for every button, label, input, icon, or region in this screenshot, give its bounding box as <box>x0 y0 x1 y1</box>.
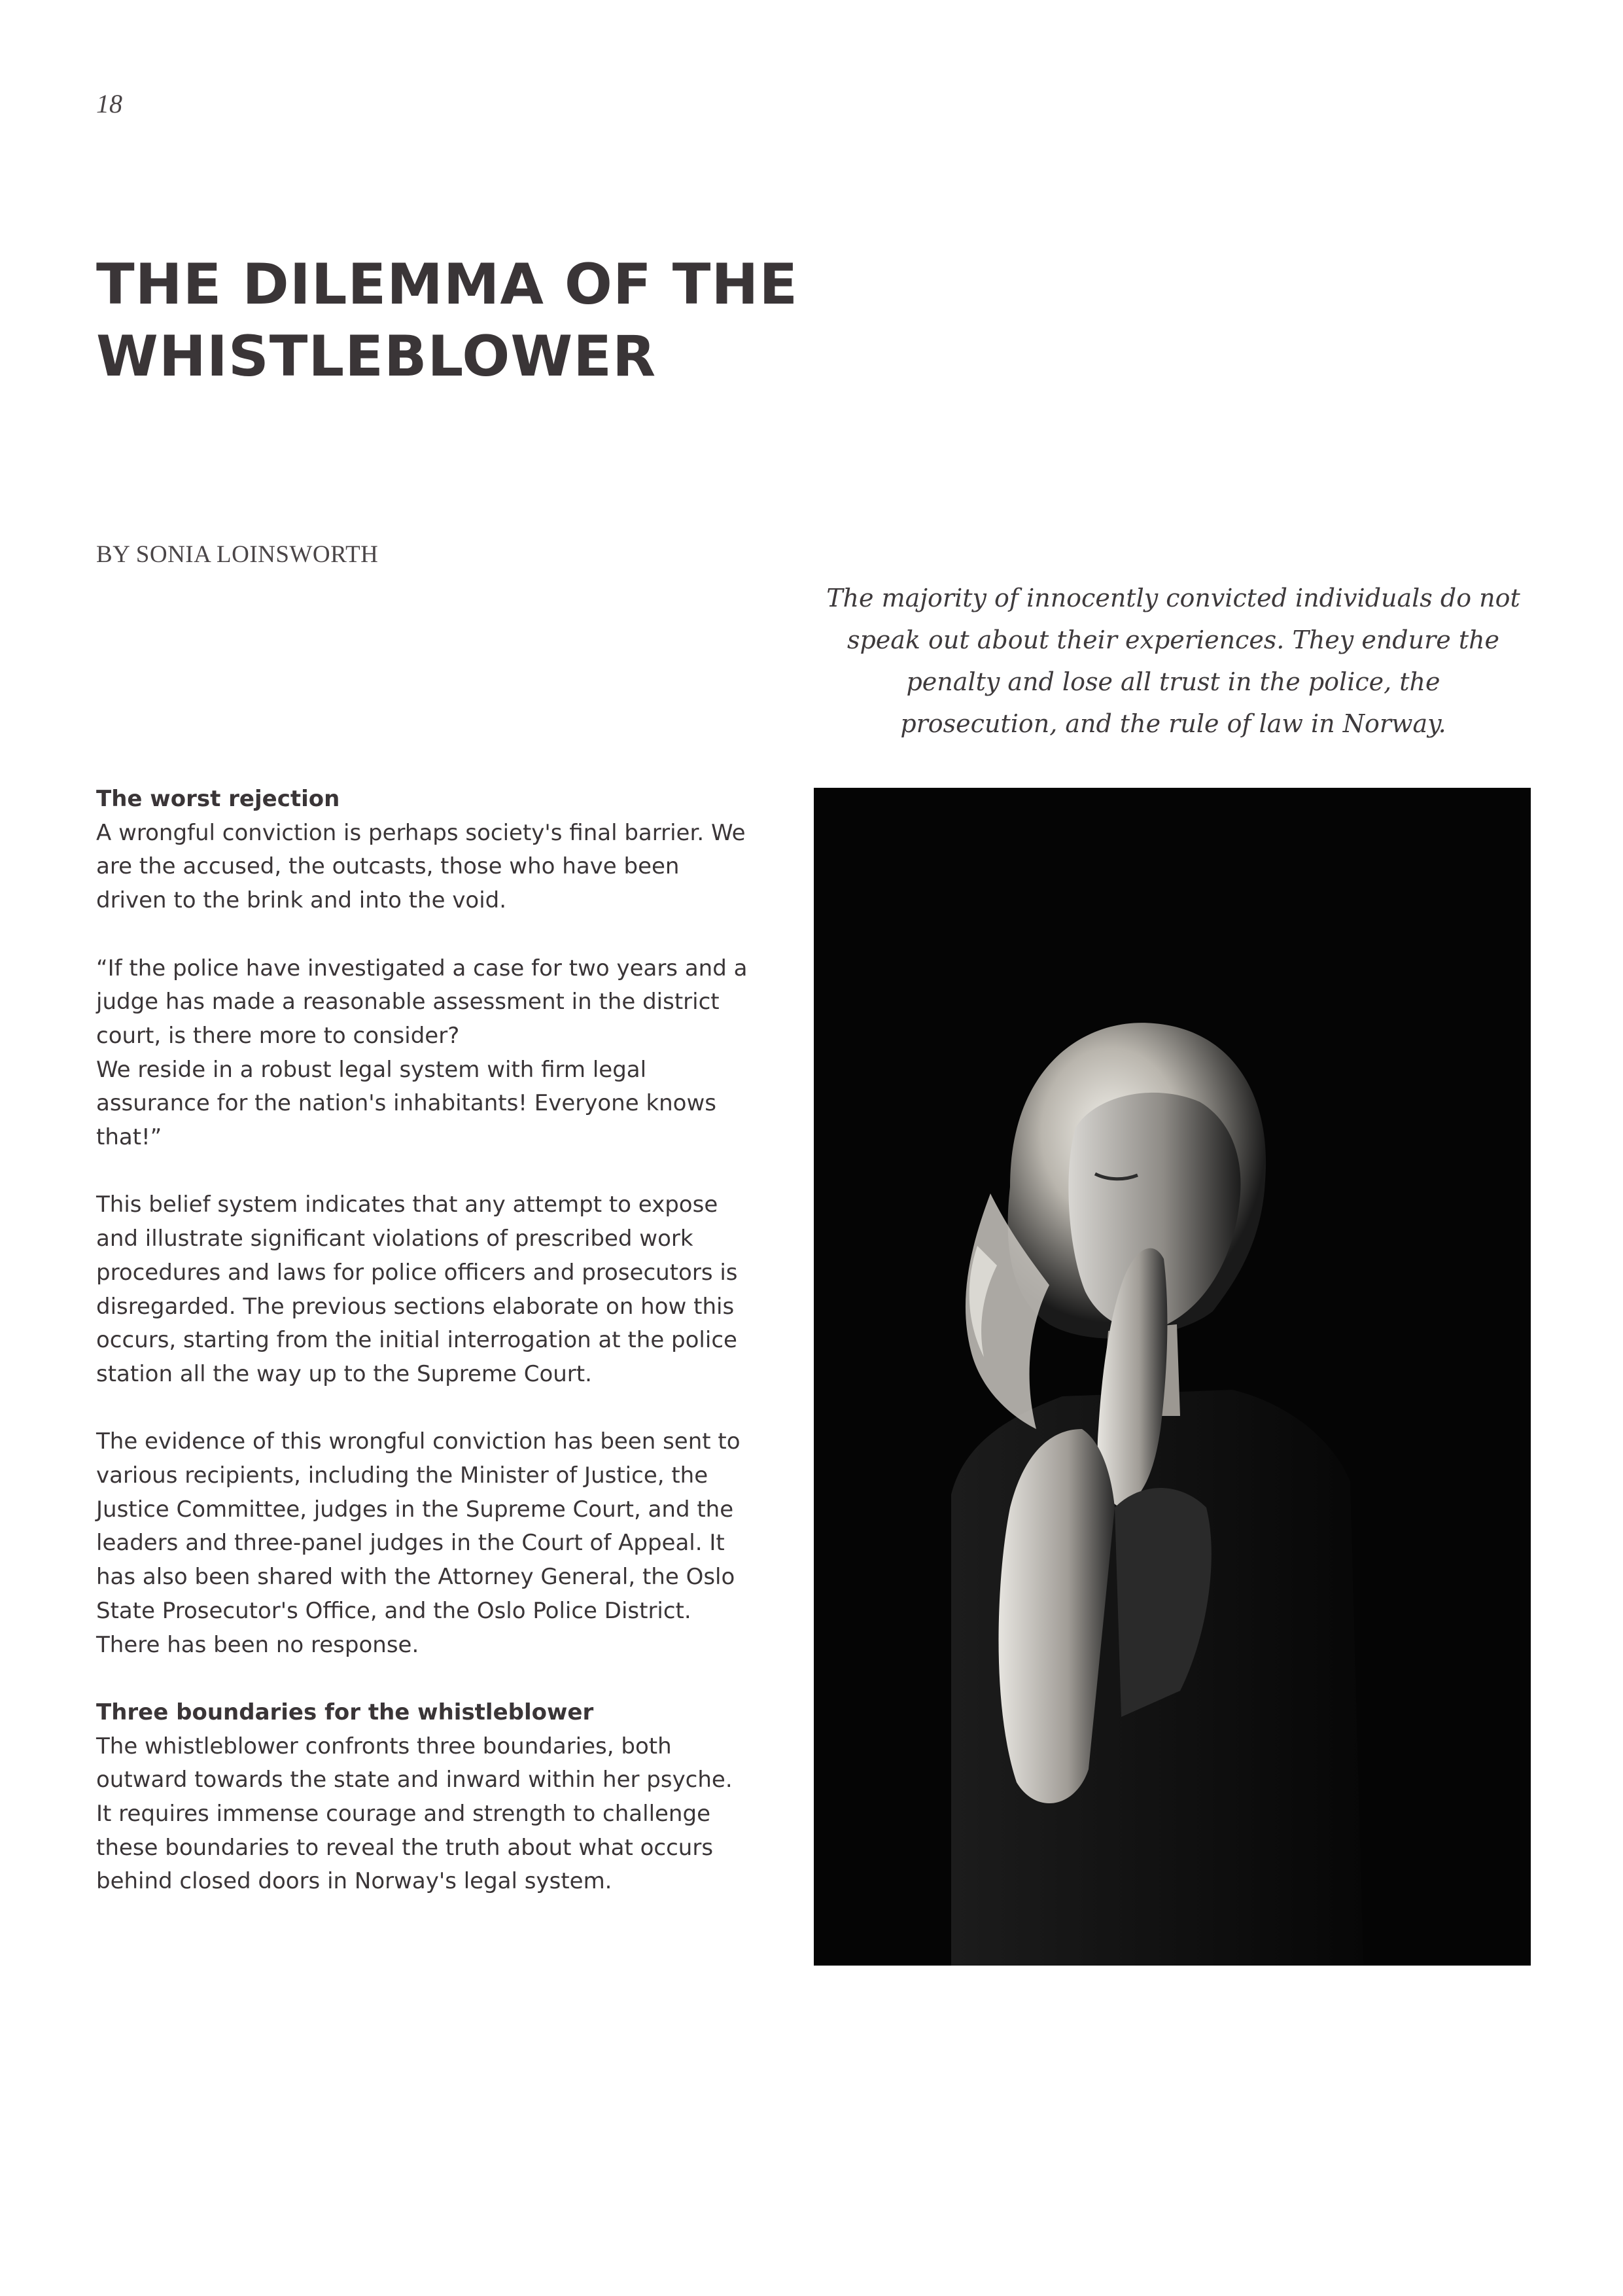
paragraph: This belief system indicates that any attempt to expose and illustrate significant violations of prescribed work procedures and laws for police officers and prosecutors is disregarded. The previous sections elaborate on how this occurs, starting from the initial interrogation at the police station all the way up to the Supreme Court. <box>96 1192 738 1387</box>
paragraph: A wrongful conviction is perhaps society's final barrier. We are the accused, the outcasts, those who have been driven to the brink and into the void. <box>96 819 746 914</box>
pull-quote: The majority of innocently convicted individuals do not speak out about their experiences. They endure the penalty and lose all trust in the police, the prosecution, and the rule of law in Norway. <box>826 584 1520 738</box>
section-1-subhead: The worst rejection <box>96 786 340 812</box>
page-number: 18 <box>96 89 122 118</box>
paragraph: The evidence of this wrongful conviction has been sent to various recipients, including the Minister of Justice, the Justice Committee, judges in the Supreme Court, and the leaders and three-panel judges in the Court of Appeal. It has also been shared with the Attorney General, the Oslo State Prosecutor's Office, and the Oslo Police District. There has been no response. <box>96 1428 741 1658</box>
article-title-line-2: WHISTLEBLOWER <box>96 324 657 389</box>
article-body <box>96 783 750 1933</box>
article-title <box>96 249 914 393</box>
praying-woman-photo <box>814 788 1531 1966</box>
byline: BY SONIA LOINSWORTH <box>96 541 379 568</box>
paragraph: We reside in a robust legal system with firm legal assurance for the nation's inhabitants! Everyone knows that!” <box>96 1056 716 1151</box>
paragraph: “If the police have investigated a case for two years and a judge has made a reasonable assessment in the district court, is there more to consider? <box>96 955 748 1049</box>
article-title-line-1: THE DILEMMA OF THE <box>96 252 799 317</box>
section-1 <box>96 783 750 918</box>
photo-illustration <box>814 788 1531 1966</box>
section-2-subhead: Three boundaries for the whistleblower <box>96 1699 594 1725</box>
quoted-paragraph <box>96 952 750 1155</box>
section-2 <box>96 1696 750 1899</box>
paragraph: The whistleblower confronts three boundaries, both outward towards the state and inward within her psyche. It requires immense courage and strength to challenge these boundaries to reveal the truth about what occurs behind closed doors in Norway's legal system. <box>96 1733 733 1895</box>
